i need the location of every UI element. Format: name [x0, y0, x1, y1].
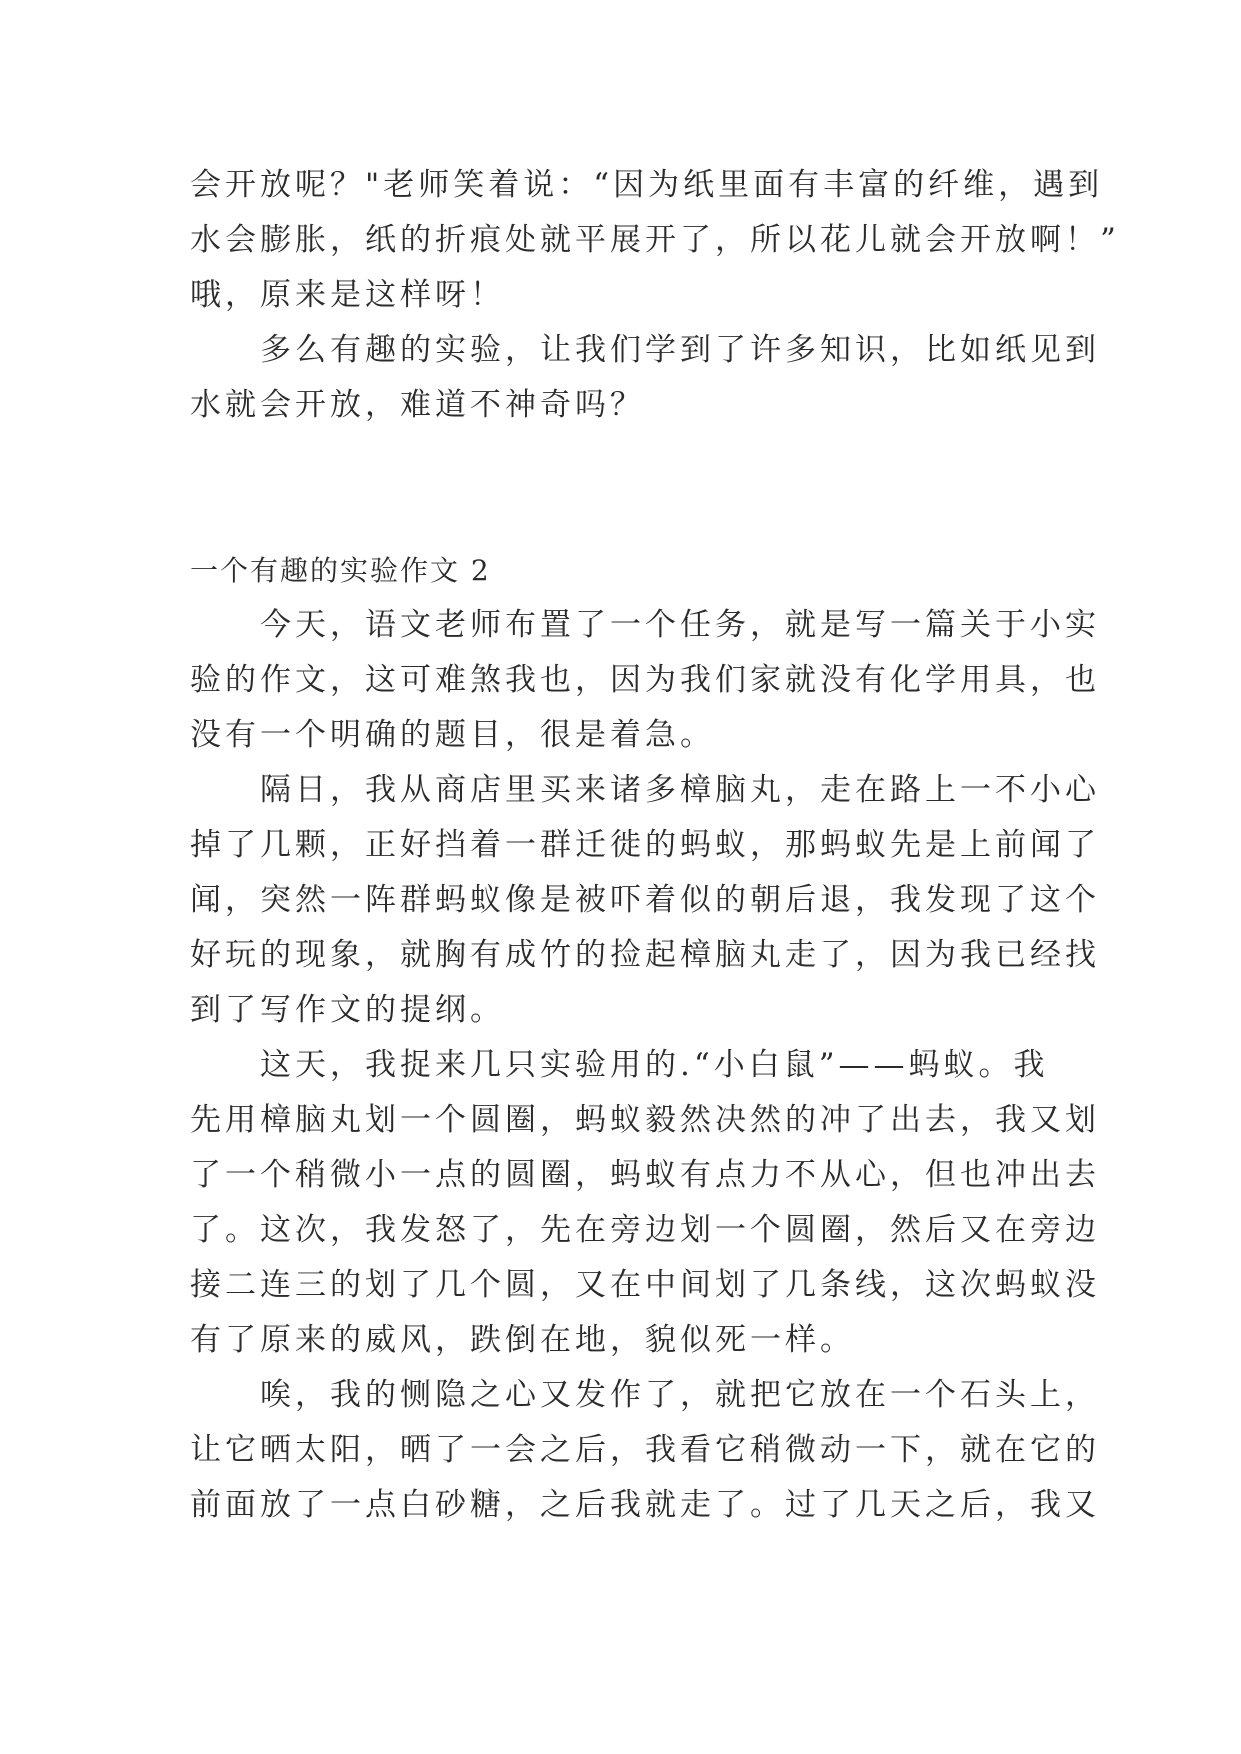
text-line: 了。这次，我发怒了，先在旁边划一个圆圈，然后又在旁边: [190, 1212, 1100, 1248]
text-line: 让它晒太阳，晒了一会之后，我看它稍微动一下，就在它的: [190, 1432, 1100, 1468]
text-line: 了一个稍微小一点的圆圈，蚂蚁有点力不从心，但也冲出去: [190, 1157, 1100, 1193]
text-line: 先用樟脑丸划一个圆圈，蚂蚁毅然决然的冲了出去，我又划: [190, 1102, 1100, 1138]
text-line: 水会膨胀，纸的折痕处就平展开了，所以花儿就会开放啊！”: [190, 222, 1120, 258]
text-line: 闻，突然一阵群蚂蚁像是被吓着似的朝后退，我发现了这个: [190, 882, 1100, 918]
text-line: 掉了几颗，正好挡着一群迁徙的蚂蚁，那蚂蚁先是上前闻了: [190, 827, 1100, 863]
essay-heading: 一个有趣的实验作文 2: [190, 554, 491, 587]
text-line: 水就会开放，难道不神奇吗？: [190, 387, 645, 423]
text-line: 到了写作文的提纲。: [190, 992, 505, 1028]
text-line: 会开放呢？"老师笑着说：“因为纸里面有丰富的纤维，遇到: [190, 167, 1104, 203]
text-line: 隔日，我从商店里买来诸多樟脑丸，走在路上一不小心: [190, 772, 1100, 808]
text-line: 验的作文，这可难煞我也，因为我们家就没有化学用具，也: [190, 662, 1100, 698]
document-body: [190, 158, 1120, 1533]
text-line: 有了原来的威风，跌倒在地，貌似死一样。: [190, 1322, 855, 1358]
text-line: 接二连三的划了几个圆，又在中间划了几条线，这次蚂蚁没: [190, 1267, 1100, 1303]
text-line: 没有一个明确的题目，很是着急。: [190, 717, 715, 753]
section-spacer: [190, 433, 1060, 543]
text-line: 唉，我的恻隐之心又发作了，就把它放在一个石头上，: [190, 1377, 1100, 1413]
text-line: 哦，原来是这样呀！: [190, 277, 505, 313]
text-line: 这天，我捉来几只实验用的.“小白鼠”——蚂蚁。我: [190, 1047, 1049, 1083]
text-line: 好玩的现象，就胸有成竹的捡起樟脑丸走了，因为我已经找: [190, 937, 1100, 973]
text-line: 前面放了一点白砂糖，之后我就走了。过了几天之后，我又: [190, 1487, 1100, 1523]
text-line: 多么有趣的实验，让我们学到了许多知识，比如纸见到: [190, 332, 1100, 368]
text-line: 今天，语文老师布置了一个任务，就是写一篇关于小实: [190, 607, 1100, 643]
